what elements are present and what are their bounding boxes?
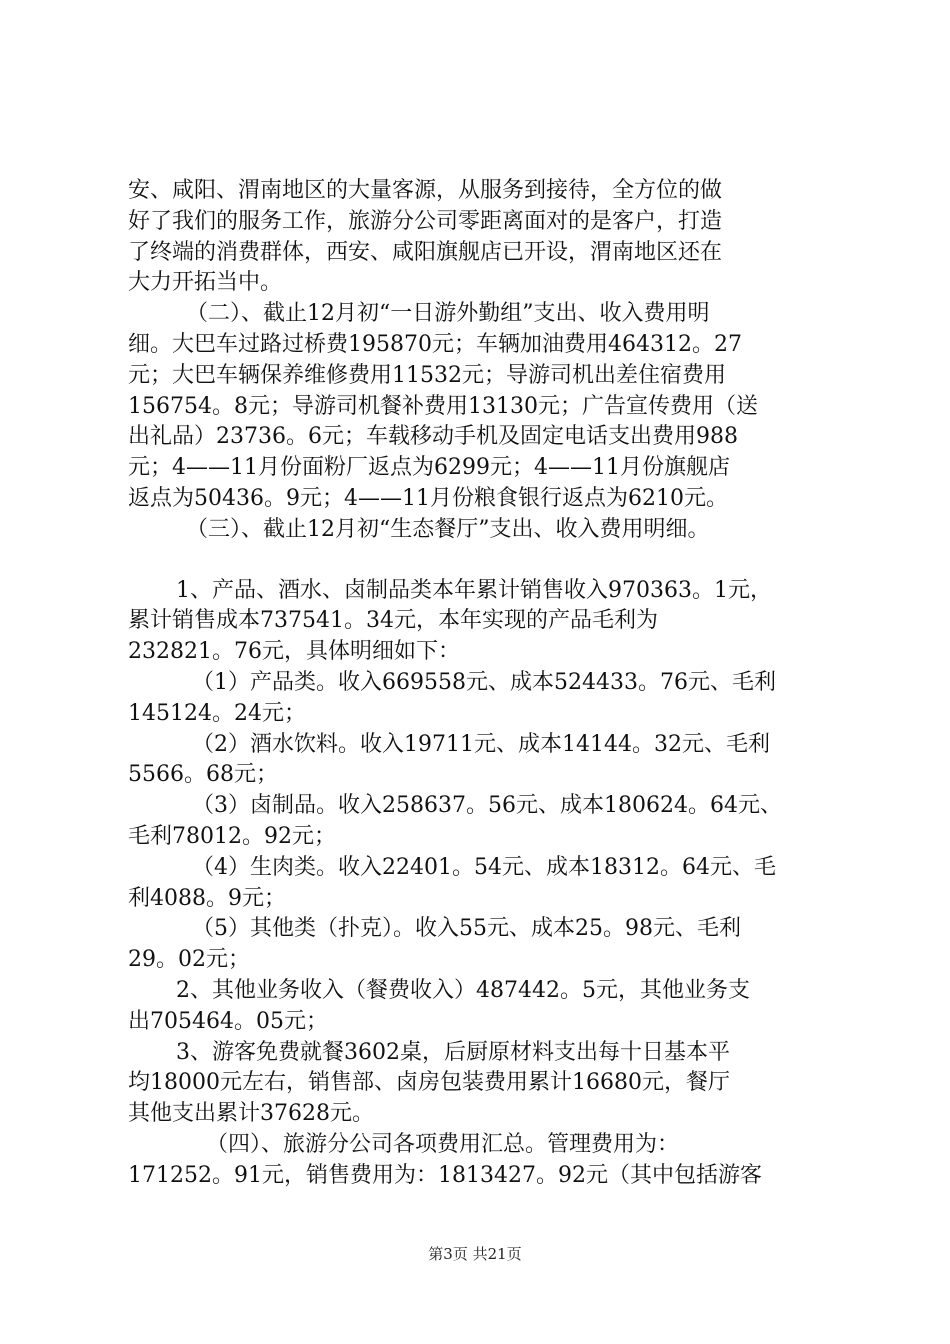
section-heading-line: （四）、旅游分公司各项费用汇总。管理费用为： [206, 1131, 680, 1157]
paragraph-line: 145124。24元； [128, 700, 306, 726]
paragraph-line: 均18000元左右，销售部、卤房包装费用累计16680元，餐厅 [128, 1070, 730, 1096]
body-text [128, 176, 832, 1192]
paragraph-line: 元；4——11月份面粉厂返点为6299元；4——11月份旗舰店 [128, 455, 730, 481]
list-item-line: 1、产品、酒水、卤制品类本年累计销售收入970363。1元， [176, 577, 772, 603]
paragraph-line: 累计销售成本737541。34元，本年实现的产品毛利为 [128, 608, 658, 634]
paragraph-line: 返点为50436。9元；4——11月份粮食银行返点为6210元。 [128, 485, 728, 511]
list-item-line: 2、其他业务收入（餐费收入）487442。5元，其他业务支 [176, 977, 750, 1003]
paragraph-line: 细。大巴车过路过桥费195870元；车辆加油费用464312。27 [128, 331, 742, 357]
paragraph-line: 5566。68元； [128, 762, 278, 788]
paragraph-line: 利4088。9元； [128, 885, 286, 911]
paragraph-line: 29。02元； [128, 947, 250, 973]
paragraph-line: 安、咸阳、渭南地区的大量客源，从服务到接待，全方位的做 [128, 178, 723, 203]
paragraph-line: 了终端的消费群体，西安、咸阳旗舰店已开设，渭南地区还在 [128, 239, 723, 265]
paragraph-line: 171252。91元，销售费用为：1813427。92元（其中包括游客 [128, 1162, 762, 1188]
list-item-line: （4）生肉类。收入22401。54元、成本18312。64元、毛 [192, 854, 776, 880]
list-item-line: （5）其他类（扑克）。收入55元、成本25。98元、毛利 [192, 916, 741, 942]
paragraph-line: 156754。8元；导游司机餐补费用13130元；广告宣传费用（送 [128, 393, 758, 419]
list-item-line: 3、游客免费就餐3602桌，后厨原材料支出每十日基本平 [176, 1039, 730, 1065]
paragraph-line: 好了我们的服务工作，旅游分公司零距离面对的是客户，打造 [128, 208, 723, 234]
page-number-footer: 第3页 共21页 [428, 1245, 522, 1263]
list-item-line: （3）卤制品。收入258637。56元、成本180624。64元、 [192, 793, 782, 819]
paragraph-line: 毛利78012。92元； [128, 823, 336, 849]
blank-line [128, 546, 832, 576]
paragraph-line: 出礼品）23736。6元；车载移动手机及固定电话支出费用988 [128, 424, 738, 450]
section-heading-line: （三）、截止12月初“生态餐厅”支出、收入费用明细。 [186, 516, 710, 542]
paragraph-line: 大力开拓当中。 [128, 270, 283, 296]
paragraph-line: 元；大巴车辆保养维修费用11532元；导游司机出差住宿费用 [128, 362, 726, 388]
list-item-line: （1）产品类。收入669558元、成本524433。76元、毛利 [192, 669, 776, 695]
section-heading-line: （二）、截止12月初“一日游外勤组”支出、收入费用明 [186, 301, 710, 327]
paragraph-line: 232821。76元，具体明细如下： [128, 639, 460, 665]
paragraph-line: 出705464。05元； [128, 1008, 328, 1034]
list-item-line: （2）酒水饮料。收入19711元、成本14144。32元、毛利 [192, 731, 770, 757]
paragraph-line: 其他支出累计37628元。 [128, 1101, 374, 1127]
